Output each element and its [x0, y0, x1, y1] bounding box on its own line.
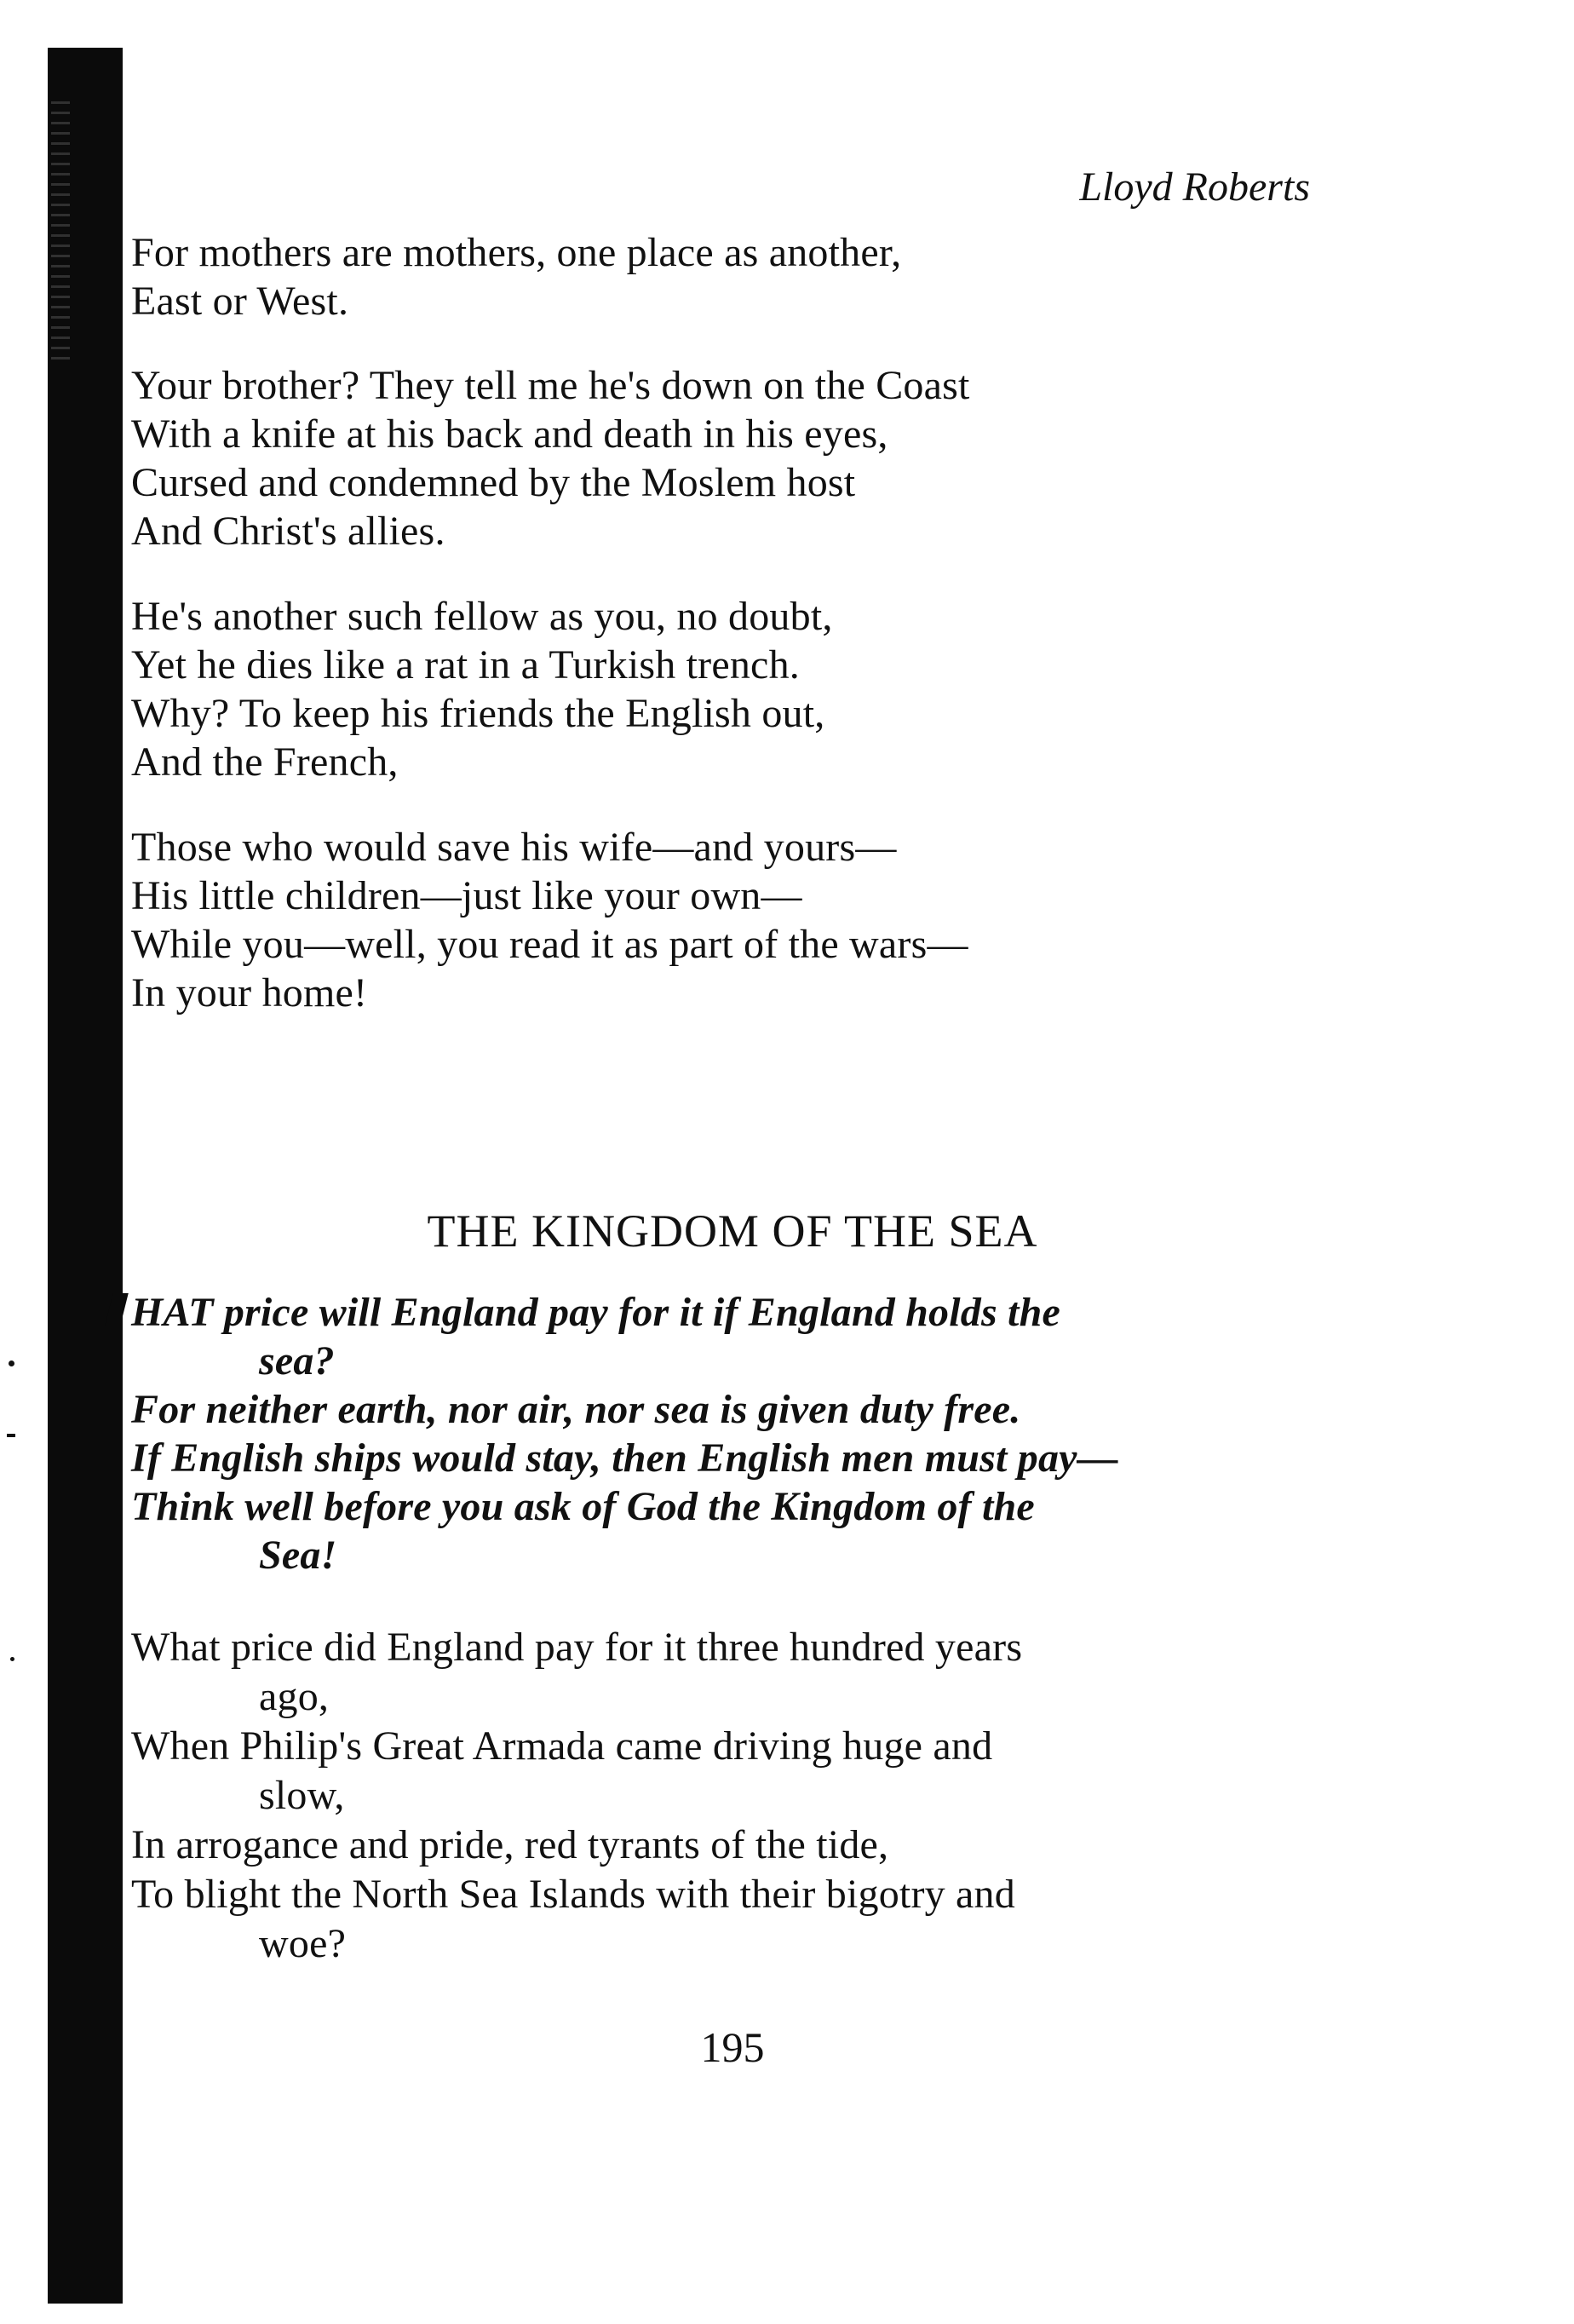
scan-speck: [9, 1360, 14, 1366]
poem2-epigraph: [131, 1288, 1118, 1579]
poem1-stanza-4: [131, 823, 968, 1017]
scan-speck: [7, 1434, 15, 1437]
poem-line: Cursed and condemned by the Moslem host: [131, 460, 856, 505]
poem-line: And Christ's allies.: [131, 509, 445, 554]
poem-line: While you—well, you read it as part of the wars—: [131, 922, 968, 967]
poem-line: Think well before you ask of God the Kingdom of the: [131, 1484, 1035, 1529]
poem-line: In arrogance and pride, red tyrants of the tide,: [131, 1822, 889, 1867]
poem-line: East or West.: [131, 279, 349, 324]
poem-line-continuation: Sea!: [259, 1533, 337, 1578]
binding-texture: [51, 94, 70, 366]
poem-line: HAT price will England pay for it if England holds the: [131, 1290, 1060, 1335]
poem-line: Your brother? They tell me he's down on the Coast: [131, 363, 970, 408]
page-number: 195: [700, 2023, 765, 2071]
poem-line: To blight the North Sea Islands with their bigotry and: [131, 1872, 1015, 1917]
poem-line-continuation: woe?: [259, 1921, 347, 1966]
poem-line-continuation: sea?: [259, 1338, 335, 1383]
poem2-stanza-1: [131, 1623, 1022, 1969]
poem-line: For neither earth, nor air, nor sea is given duty free.: [131, 1387, 1021, 1432]
poem1-stanza-2: [131, 361, 970, 555]
page-binding-edge: [48, 48, 123, 2304]
running-head-author: Lloyd Roberts: [1079, 164, 1310, 210]
poem-line-continuation: ago,: [259, 1674, 330, 1719]
poem-line: And the French,: [131, 739, 399, 785]
poem1-stanza-1: [131, 228, 901, 325]
poem-line: Those who would save his wife—and yours—: [131, 825, 897, 870]
poem-line: If English ships would stay, then English men must pay—: [131, 1435, 1118, 1481]
poem-line: When Philip's Great Armada came driving huge and: [131, 1723, 993, 1769]
poem-line-continuation: slow,: [259, 1773, 345, 1818]
poem-line: His little children—just like your own—: [131, 873, 802, 918]
scan-speck: [10, 1657, 14, 1661]
poem-line: What price did England pay for it three hundred years: [131, 1625, 1023, 1670]
poem1-stanza-3: [131, 592, 833, 786]
poem-line: For mothers are mothers, one place as another,: [131, 230, 902, 275]
poem-line: Yet he dies like a rat in a Turkish trench.: [131, 642, 800, 687]
poem-line: In your home!: [131, 970, 368, 1015]
poem-line: He's another such fellow as you, no doubt,: [131, 594, 833, 639]
poem-line: Why? To keep his friends the English out,: [131, 691, 825, 736]
poem-line: With a knife at his back and death in his eyes,: [131, 411, 888, 457]
poem-title: THE KINGDOM OF THE SEA: [427, 1205, 1038, 1257]
